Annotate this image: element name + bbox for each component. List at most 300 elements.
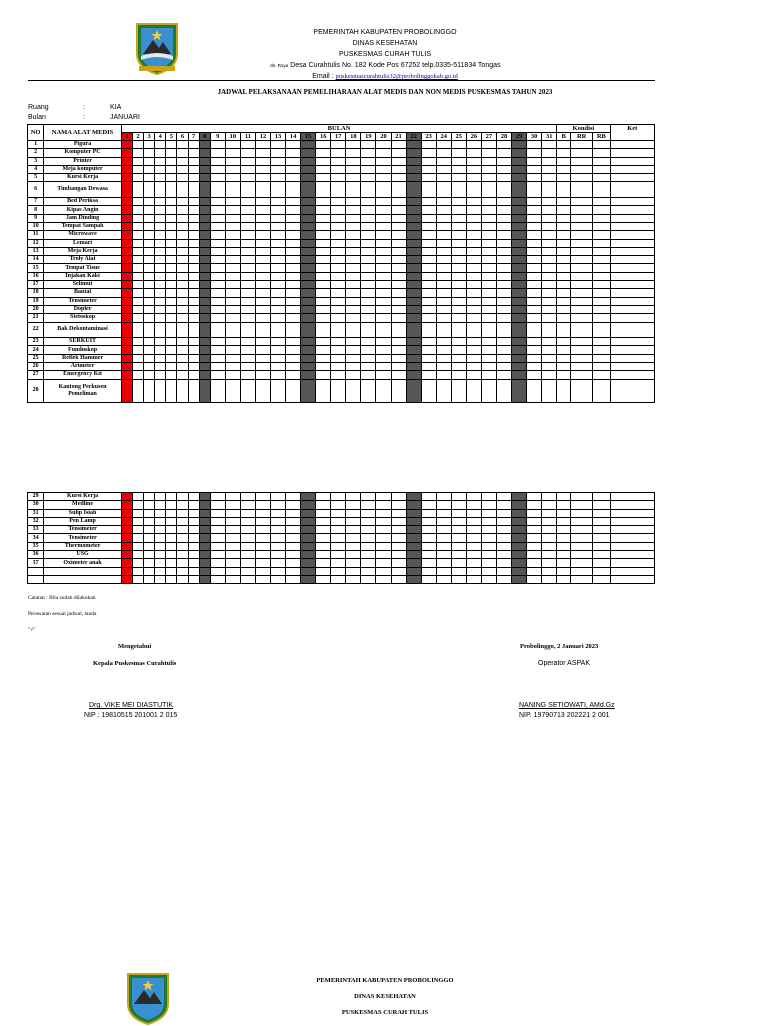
day-cell-12[interactable]	[255, 379, 270, 402]
day-cell-2[interactable]	[133, 264, 144, 272]
kondisi-rr-cell[interactable]	[571, 182, 593, 198]
day-cell-4[interactable]	[155, 297, 166, 305]
day-cell-8[interactable]	[199, 346, 210, 354]
day-cell-6[interactable]	[177, 363, 188, 371]
day-cell-4[interactable]	[155, 198, 166, 206]
ket-cell[interactable]	[610, 509, 654, 517]
day-cell-25[interactable]	[451, 338, 466, 346]
day-cell-26[interactable]	[466, 501, 481, 509]
day-cell-16[interactable]	[316, 526, 331, 534]
kondisi-rr-cell[interactable]	[571, 363, 593, 371]
kondisi-rb-cell[interactable]	[593, 264, 610, 272]
day-cell-29[interactable]	[512, 371, 527, 379]
day-cell-29[interactable]	[512, 174, 527, 182]
day-cell-12[interactable]	[255, 526, 270, 534]
day-cell-16[interactable]	[316, 165, 331, 173]
day-cell-9[interactable]	[210, 551, 225, 559]
day-cell-28[interactable]	[496, 289, 511, 297]
day-cell-29[interactable]	[512, 281, 527, 289]
kondisi-rr-cell[interactable]	[571, 575, 593, 583]
day-cell-16[interactable]	[316, 281, 331, 289]
day-cell-7[interactable]	[188, 305, 199, 313]
day-cell-20[interactable]	[376, 534, 391, 542]
day-cell-5[interactable]	[166, 247, 177, 255]
day-cell-4[interactable]	[155, 264, 166, 272]
day-cell-22[interactable]	[406, 141, 421, 149]
day-cell-4[interactable]	[155, 493, 166, 501]
day-cell-18[interactable]	[346, 354, 361, 362]
day-cell-21[interactable]	[391, 379, 406, 402]
day-cell-15[interactable]	[301, 379, 316, 402]
day-cell-31[interactable]	[542, 305, 557, 313]
day-cell-16[interactable]	[316, 272, 331, 280]
day-cell-23[interactable]	[421, 501, 436, 509]
day-cell-13[interactable]	[271, 289, 286, 297]
day-cell-29[interactable]	[512, 214, 527, 222]
day-cell-9[interactable]	[210, 509, 225, 517]
day-cell-17[interactable]	[331, 305, 346, 313]
day-cell-7[interactable]	[188, 526, 199, 534]
day-cell-12[interactable]	[255, 501, 270, 509]
day-cell-11[interactable]	[240, 322, 255, 338]
day-cell-31[interactable]	[542, 314, 557, 322]
day-cell-3[interactable]	[144, 157, 155, 165]
day-cell-19[interactable]	[361, 281, 376, 289]
day-cell-29[interactable]	[512, 575, 527, 583]
day-cell-1[interactable]	[121, 256, 132, 264]
kondisi-rb-cell[interactable]	[593, 371, 610, 379]
day-cell-22[interactable]	[406, 534, 421, 542]
day-cell-29[interactable]	[512, 222, 527, 230]
day-cell-24[interactable]	[436, 346, 451, 354]
day-cell-10[interactable]	[225, 354, 240, 362]
day-cell-1[interactable]	[121, 281, 132, 289]
day-cell-25[interactable]	[451, 493, 466, 501]
day-cell-1[interactable]	[121, 314, 132, 322]
day-cell-9[interactable]	[210, 559, 225, 567]
day-cell-30[interactable]	[527, 264, 542, 272]
day-cell-5[interactable]	[166, 371, 177, 379]
day-cell-26[interactable]	[466, 314, 481, 322]
day-cell-24[interactable]	[436, 567, 451, 575]
day-cell-17[interactable]	[331, 314, 346, 322]
day-cell-11[interactable]	[240, 559, 255, 567]
day-cell-4[interactable]	[155, 534, 166, 542]
day-cell-8[interactable]	[199, 222, 210, 230]
day-cell-19[interactable]	[361, 157, 376, 165]
day-cell-25[interactable]	[451, 198, 466, 206]
day-cell-6[interactable]	[177, 542, 188, 550]
day-cell-25[interactable]	[451, 314, 466, 322]
day-cell-2[interactable]	[133, 559, 144, 567]
day-cell-19[interactable]	[361, 305, 376, 313]
day-cell-10[interactable]	[225, 534, 240, 542]
day-cell-2[interactable]	[133, 141, 144, 149]
day-cell-4[interactable]	[155, 256, 166, 264]
day-cell-11[interactable]	[240, 214, 255, 222]
day-cell-18[interactable]	[346, 281, 361, 289]
day-cell-14[interactable]	[286, 272, 301, 280]
day-cell-27[interactable]	[481, 305, 496, 313]
kondisi-b-cell[interactable]	[557, 281, 571, 289]
day-cell-31[interactable]	[542, 346, 557, 354]
day-cell-12[interactable]	[255, 264, 270, 272]
day-cell-7[interactable]	[188, 322, 199, 338]
day-cell-31[interactable]	[542, 272, 557, 280]
day-cell-29[interactable]	[512, 206, 527, 214]
day-cell-17[interactable]	[331, 256, 346, 264]
day-cell-24[interactable]	[436, 222, 451, 230]
day-cell-2[interactable]	[133, 501, 144, 509]
day-cell-3[interactable]	[144, 247, 155, 255]
day-cell-2[interactable]	[133, 322, 144, 338]
day-cell-6[interactable]	[177, 338, 188, 346]
ket-cell[interactable]	[610, 239, 654, 247]
day-cell-17[interactable]	[331, 379, 346, 402]
day-cell-8[interactable]	[199, 551, 210, 559]
day-cell-29[interactable]	[512, 354, 527, 362]
kondisi-rr-cell[interactable]	[571, 141, 593, 149]
day-cell-20[interactable]	[376, 509, 391, 517]
day-cell-14[interactable]	[286, 501, 301, 509]
day-cell-24[interactable]	[436, 247, 451, 255]
day-cell-31[interactable]	[542, 297, 557, 305]
day-cell-30[interactable]	[527, 338, 542, 346]
day-cell-28[interactable]	[496, 174, 511, 182]
day-cell-29[interactable]	[512, 264, 527, 272]
day-cell-17[interactable]	[331, 281, 346, 289]
day-cell-9[interactable]	[210, 149, 225, 157]
day-cell-28[interactable]	[496, 314, 511, 322]
kondisi-b-cell[interactable]	[557, 559, 571, 567]
day-cell-1[interactable]	[121, 305, 132, 313]
day-cell-9[interactable]	[210, 157, 225, 165]
day-cell-29[interactable]	[512, 551, 527, 559]
day-cell-30[interactable]	[527, 222, 542, 230]
day-cell-6[interactable]	[177, 379, 188, 402]
day-cell-8[interactable]	[199, 379, 210, 402]
day-cell-30[interactable]	[527, 214, 542, 222]
day-cell-23[interactable]	[421, 493, 436, 501]
day-cell-16[interactable]	[316, 256, 331, 264]
ket-cell[interactable]	[610, 198, 654, 206]
day-cell-18[interactable]	[346, 272, 361, 280]
day-cell-14[interactable]	[286, 256, 301, 264]
day-cell-16[interactable]	[316, 297, 331, 305]
day-cell-26[interactable]	[466, 264, 481, 272]
day-cell-30[interactable]	[527, 272, 542, 280]
day-cell-18[interactable]	[346, 157, 361, 165]
kondisi-b-cell[interactable]	[557, 214, 571, 222]
kondisi-rb-cell[interactable]	[593, 157, 610, 165]
day-cell-21[interactable]	[391, 157, 406, 165]
day-cell-4[interactable]	[155, 231, 166, 239]
day-cell-12[interactable]	[255, 174, 270, 182]
day-cell-3[interactable]	[144, 281, 155, 289]
day-cell-16[interactable]	[316, 206, 331, 214]
day-cell-29[interactable]	[512, 322, 527, 338]
day-cell-28[interactable]	[496, 567, 511, 575]
day-cell-12[interactable]	[255, 297, 270, 305]
day-cell-11[interactable]	[240, 338, 255, 346]
day-cell-13[interactable]	[271, 509, 286, 517]
day-cell-5[interactable]	[166, 314, 177, 322]
day-cell-6[interactable]	[177, 149, 188, 157]
day-cell-27[interactable]	[481, 289, 496, 297]
day-cell-21[interactable]	[391, 534, 406, 542]
ket-cell[interactable]	[610, 559, 654, 567]
ket-cell[interactable]	[610, 534, 654, 542]
day-cell-5[interactable]	[166, 231, 177, 239]
day-cell-30[interactable]	[527, 247, 542, 255]
day-cell-26[interactable]	[466, 363, 481, 371]
day-cell-3[interactable]	[144, 379, 155, 402]
day-cell-13[interactable]	[271, 198, 286, 206]
day-cell-25[interactable]	[451, 551, 466, 559]
day-cell-25[interactable]	[451, 214, 466, 222]
day-cell-1[interactable]	[121, 322, 132, 338]
day-cell-4[interactable]	[155, 354, 166, 362]
day-cell-26[interactable]	[466, 354, 481, 362]
day-cell-23[interactable]	[421, 264, 436, 272]
day-cell-20[interactable]	[376, 379, 391, 402]
day-cell-8[interactable]	[199, 305, 210, 313]
day-cell-8[interactable]	[199, 517, 210, 525]
day-cell-3[interactable]	[144, 371, 155, 379]
day-cell-5[interactable]	[166, 542, 177, 550]
day-cell-27[interactable]	[481, 297, 496, 305]
day-cell-11[interactable]	[240, 567, 255, 575]
day-cell-5[interactable]	[166, 214, 177, 222]
day-cell-5[interactable]	[166, 264, 177, 272]
day-cell-20[interactable]	[376, 559, 391, 567]
day-cell-24[interactable]	[436, 149, 451, 157]
ket-cell[interactable]	[610, 314, 654, 322]
day-cell-17[interactable]	[331, 338, 346, 346]
day-cell-30[interactable]	[527, 198, 542, 206]
day-cell-21[interactable]	[391, 264, 406, 272]
day-cell-27[interactable]	[481, 567, 496, 575]
day-cell-18[interactable]	[346, 517, 361, 525]
day-cell-2[interactable]	[133, 371, 144, 379]
day-cell-28[interactable]	[496, 231, 511, 239]
ket-cell[interactable]	[610, 517, 654, 525]
day-cell-16[interactable]	[316, 551, 331, 559]
day-cell-28[interactable]	[496, 297, 511, 305]
day-cell-16[interactable]	[316, 379, 331, 402]
day-cell-23[interactable]	[421, 354, 436, 362]
day-cell-30[interactable]	[527, 542, 542, 550]
day-cell-13[interactable]	[271, 493, 286, 501]
day-cell-10[interactable]	[225, 198, 240, 206]
day-cell-7[interactable]	[188, 314, 199, 322]
day-cell-28[interactable]	[496, 239, 511, 247]
day-cell-18[interactable]	[346, 214, 361, 222]
day-cell-24[interactable]	[436, 575, 451, 583]
day-cell-11[interactable]	[240, 231, 255, 239]
day-cell-13[interactable]	[271, 165, 286, 173]
day-cell-26[interactable]	[466, 165, 481, 173]
day-cell-9[interactable]	[210, 322, 225, 338]
day-cell-1[interactable]	[121, 567, 132, 575]
day-cell-19[interactable]	[361, 338, 376, 346]
day-cell-3[interactable]	[144, 501, 155, 509]
day-cell-12[interactable]	[255, 149, 270, 157]
day-cell-27[interactable]	[481, 182, 496, 198]
day-cell-4[interactable]	[155, 149, 166, 157]
day-cell-9[interactable]	[210, 214, 225, 222]
day-cell-17[interactable]	[331, 165, 346, 173]
day-cell-7[interactable]	[188, 239, 199, 247]
day-cell-15[interactable]	[301, 231, 316, 239]
day-cell-4[interactable]	[155, 314, 166, 322]
day-cell-18[interactable]	[346, 559, 361, 567]
day-cell-24[interactable]	[436, 526, 451, 534]
day-cell-6[interactable]	[177, 264, 188, 272]
day-cell-8[interactable]	[199, 542, 210, 550]
day-cell-1[interactable]	[121, 363, 132, 371]
day-cell-5[interactable]	[166, 567, 177, 575]
day-cell-30[interactable]	[527, 297, 542, 305]
day-cell-7[interactable]	[188, 509, 199, 517]
day-cell-30[interactable]	[527, 371, 542, 379]
day-cell-21[interactable]	[391, 509, 406, 517]
day-cell-27[interactable]	[481, 281, 496, 289]
day-cell-12[interactable]	[255, 338, 270, 346]
kondisi-rb-cell[interactable]	[593, 559, 610, 567]
day-cell-10[interactable]	[225, 338, 240, 346]
day-cell-7[interactable]	[188, 534, 199, 542]
day-cell-10[interactable]	[225, 314, 240, 322]
kondisi-rb-cell[interactable]	[593, 141, 610, 149]
day-cell-2[interactable]	[133, 526, 144, 534]
day-cell-23[interactable]	[421, 526, 436, 534]
day-cell-28[interactable]	[496, 501, 511, 509]
day-cell-1[interactable]	[121, 231, 132, 239]
day-cell-25[interactable]	[451, 157, 466, 165]
kondisi-rr-cell[interactable]	[571, 322, 593, 338]
day-cell-13[interactable]	[271, 281, 286, 289]
day-cell-1[interactable]	[121, 272, 132, 280]
day-cell-16[interactable]	[316, 222, 331, 230]
day-cell-3[interactable]	[144, 231, 155, 239]
day-cell-28[interactable]	[496, 214, 511, 222]
day-cell-14[interactable]	[286, 534, 301, 542]
day-cell-12[interactable]	[255, 509, 270, 517]
ket-cell[interactable]	[610, 214, 654, 222]
day-cell-21[interactable]	[391, 198, 406, 206]
day-cell-17[interactable]	[331, 264, 346, 272]
day-cell-19[interactable]	[361, 371, 376, 379]
day-cell-12[interactable]	[255, 322, 270, 338]
kondisi-rr-cell[interactable]	[571, 493, 593, 501]
day-cell-22[interactable]	[406, 157, 421, 165]
day-cell-20[interactable]	[376, 264, 391, 272]
day-cell-22[interactable]	[406, 346, 421, 354]
day-cell-31[interactable]	[542, 231, 557, 239]
day-cell-4[interactable]	[155, 289, 166, 297]
day-cell-2[interactable]	[133, 174, 144, 182]
day-cell-24[interactable]	[436, 354, 451, 362]
day-cell-27[interactable]	[481, 231, 496, 239]
day-cell-13[interactable]	[271, 338, 286, 346]
day-cell-15[interactable]	[301, 247, 316, 255]
day-cell-12[interactable]	[255, 559, 270, 567]
day-cell-14[interactable]	[286, 509, 301, 517]
day-cell-26[interactable]	[466, 157, 481, 165]
day-cell-29[interactable]	[512, 363, 527, 371]
day-cell-20[interactable]	[376, 214, 391, 222]
day-cell-10[interactable]	[225, 165, 240, 173]
day-cell-28[interactable]	[496, 264, 511, 272]
day-cell-28[interactable]	[496, 247, 511, 255]
day-cell-12[interactable]	[255, 141, 270, 149]
day-cell-22[interactable]	[406, 281, 421, 289]
day-cell-7[interactable]	[188, 517, 199, 525]
day-cell-23[interactable]	[421, 222, 436, 230]
day-cell-15[interactable]	[301, 264, 316, 272]
day-cell-16[interactable]	[316, 157, 331, 165]
day-cell-28[interactable]	[496, 165, 511, 173]
day-cell-15[interactable]	[301, 281, 316, 289]
day-cell-4[interactable]	[155, 379, 166, 402]
day-cell-7[interactable]	[188, 567, 199, 575]
day-cell-23[interactable]	[421, 174, 436, 182]
day-cell-11[interactable]	[240, 363, 255, 371]
day-cell-16[interactable]	[316, 346, 331, 354]
day-cell-7[interactable]	[188, 214, 199, 222]
day-cell-20[interactable]	[376, 346, 391, 354]
day-cell-30[interactable]	[527, 559, 542, 567]
day-cell-10[interactable]	[225, 272, 240, 280]
day-cell-8[interactable]	[199, 231, 210, 239]
day-cell-20[interactable]	[376, 363, 391, 371]
day-cell-20[interactable]	[376, 575, 391, 583]
day-cell-16[interactable]	[316, 559, 331, 567]
day-cell-1[interactable]	[121, 551, 132, 559]
day-cell-18[interactable]	[346, 371, 361, 379]
day-cell-2[interactable]	[133, 517, 144, 525]
day-cell-2[interactable]	[133, 509, 144, 517]
day-cell-5[interactable]	[166, 272, 177, 280]
day-cell-29[interactable]	[512, 542, 527, 550]
day-cell-2[interactable]	[133, 198, 144, 206]
kondisi-rr-cell[interactable]	[571, 222, 593, 230]
day-cell-17[interactable]	[331, 575, 346, 583]
day-cell-3[interactable]	[144, 141, 155, 149]
day-cell-15[interactable]	[301, 182, 316, 198]
day-cell-26[interactable]	[466, 149, 481, 157]
kondisi-rr-cell[interactable]	[571, 517, 593, 525]
day-cell-13[interactable]	[271, 239, 286, 247]
day-cell-28[interactable]	[496, 509, 511, 517]
day-cell-31[interactable]	[542, 157, 557, 165]
day-cell-13[interactable]	[271, 346, 286, 354]
day-cell-24[interactable]	[436, 182, 451, 198]
day-cell-24[interactable]	[436, 174, 451, 182]
kondisi-b-cell[interactable]	[557, 247, 571, 255]
day-cell-25[interactable]	[451, 517, 466, 525]
day-cell-29[interactable]	[512, 501, 527, 509]
day-cell-6[interactable]	[177, 575, 188, 583]
day-cell-31[interactable]	[542, 354, 557, 362]
day-cell-28[interactable]	[496, 206, 511, 214]
day-cell-26[interactable]	[466, 281, 481, 289]
day-cell-16[interactable]	[316, 575, 331, 583]
kondisi-b-cell[interactable]	[557, 256, 571, 264]
day-cell-19[interactable]	[361, 509, 376, 517]
day-cell-23[interactable]	[421, 346, 436, 354]
